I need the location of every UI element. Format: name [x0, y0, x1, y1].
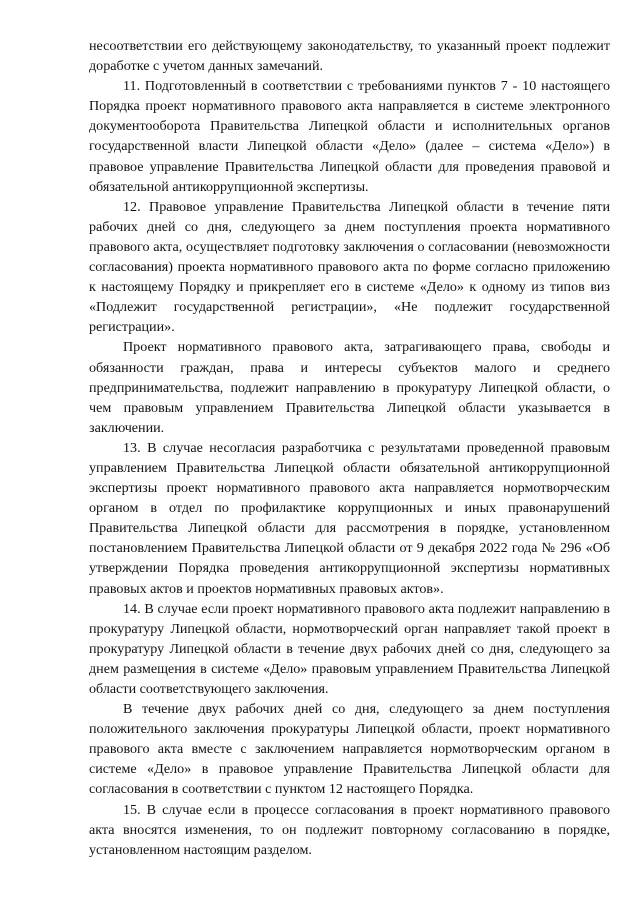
paragraph-item-13: 13. В случае несогласия разработчика с результатами проведенной правовым управлением Правительства Липецкой области обязательной антикоррупционной экспертизы проект нормативного правового акта направляется нормотворческим органом в отдел по профилактике коррупционных и иных правонарушений Правительства Липецкой области для рассмотрения в порядке, установленном постановлением Правительства Липецкой области от 9 декабря 2022 года № 296 «Об утверждении Порядка проведения антикоррупционной экспертизы нормативных правовых актов и проектов нормативных правовых актов». [89, 439, 610, 597]
paragraph-item-11: 11. Подготовленный в соответствии с требованиями пунктов 7 - 10 настоящего Порядка проект нормативного правового акта направляется в системе электронного документооборота Правительства Липецкой области и исполнительных органов государственной власти Липецкой области «Дело» (далее – система «Дело») в правовое управление Правительства Липецкой области для проведения правовой и обязательной антикоррупционной экспертизы. [89, 78, 610, 195]
paragraph-approval-period: В течение двух рабочих дней со дня, следующего за днем поступления положительного заключения прокуратуры Липецкой области, проект нормативного правового акта вместе с заключением направляется нормотворческим органом в системе «Дело» в правовое управление Правительства Липецкой области для согласования в соответствии с пунктом 12 настоящего Порядка. [89, 701, 610, 798]
paragraph-item-12: 12. Правовое управление Правительства Липецкой области в течение пяти рабочих дней со дня, следующего за днем поступления проекта нормативного правового акта, осуществляет подготовку заключения о согласовании (невозможности согласования) проекта нормативного правового акта по форме согласно приложению к настоящему Порядку и прикрепляет его в системе «Дело» к одному из типов виз «Подлежит государственной регистрации», «Не подлежит государственной регистрации». [89, 198, 610, 336]
paragraph-continuation: несоответствии его действующему законодательству, то указанный проект подлежит доработке с учетом данных замечаний. [89, 38, 610, 75]
paragraph-item-14: 14. В случае если проект нормативного правового акта подлежит направлению в прокуратуру Липецкой области, нормотворческий орган направляет такой проект в прокуратуру Липецкой области в течение двух рабочих дней со дня, следующего за днем размещения в системе «Дело» правовым управлением Правительства Липецкой области соответствующего заключения. [89, 600, 610, 697]
paragraph-item-15: 15. В случае если в процессе согласования в проект нормативного правового акта вносятся изменения, то он подлежит повторному согласованию в порядке, установленном настоящим разделом. [89, 801, 610, 858]
paragraph-prosecutor-referral: Проект нормативного правового акта, затрагивающего права, свободы и обязанности граждан, права и интересы субъектов малого и среднего предпринимательства, подлежит направлению в прокуратуру Липецкой области, о чем правовым управлением Правительства Липецкой области указывается в заключении. [89, 339, 610, 436]
